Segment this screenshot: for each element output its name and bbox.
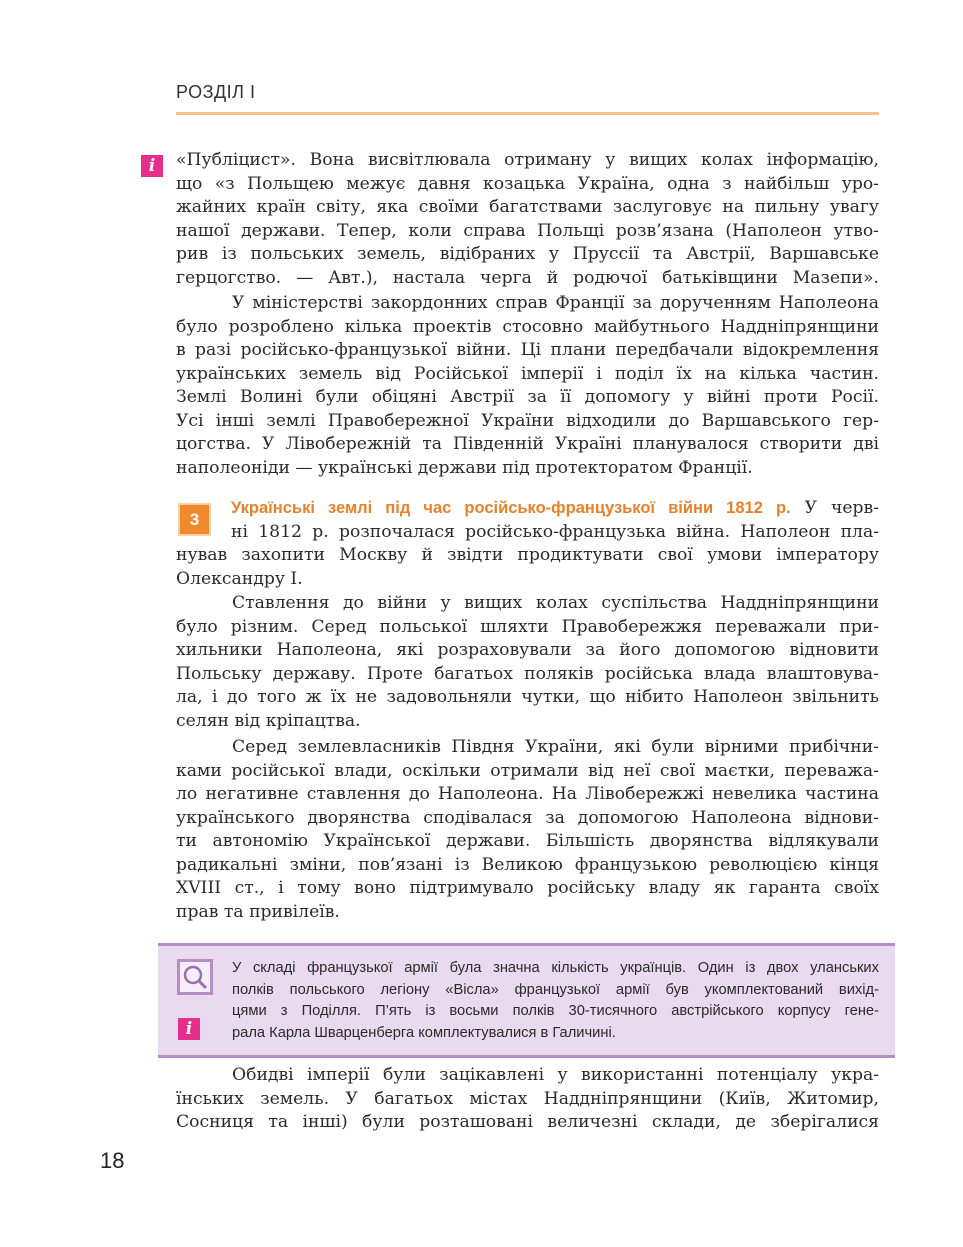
section-3-heading-line (231, 497, 879, 544)
text-line: їнських земель. У багатьох містах Наддніпрянщини (Київ, Житомир, (176, 1088, 879, 1109)
paragraph-1 (176, 149, 879, 290)
text-line: ти автономію Української держави. Більшість дворянства відлякували (176, 831, 879, 851)
section-label: РОЗДІЛ І (176, 82, 256, 102)
page-number: 18 (100, 1148, 125, 1173)
section-number-badge: 3 (180, 505, 209, 534)
text-line: цями з Поділля. П’ять із восьми полків 30-тисячного австрійського корпусу гене- (232, 1003, 879, 1019)
info-icon: i (178, 1018, 200, 1040)
section-title: Українські землі під час російсько-французької війни 1812 р. (231, 499, 791, 517)
page-header (176, 80, 879, 115)
text-line (231, 497, 879, 521)
section-title-tail: У черв- (790, 498, 879, 518)
text-line: було різним. Серед польської шляхти Правобережжя переважали при- (176, 616, 879, 637)
text-line: рала Карла Шварценберга комплектувалися в Галичині. (232, 1024, 616, 1041)
paragraph-2 (176, 292, 879, 480)
text-line: Ставлення до війни у вищих колах суспільства Наддніпрянщини (232, 593, 879, 613)
text-line: нашої держави. Тепер, коли справа Польщі розв’язана (Наполеон утво- (176, 220, 879, 241)
info-box (158, 943, 895, 1058)
text-line: українських земель від Російської імперії і поділ їх на кілька частин. (176, 363, 879, 384)
text-line: прав та привілеїв. (176, 901, 340, 922)
text-line: Сосниця та інші) були розташовані величезні склади, де зберігалися (176, 1112, 879, 1132)
text-line: наполеоніди — українські держави під протекторатом Франції. (176, 457, 753, 478)
text-line: У міністерстві закордонних справ Франції за дорученням Наполеона (232, 293, 879, 313)
paragraph-5 (176, 736, 879, 924)
text-line: Серед землевласників Півдня України, які були вірними прибічни- (232, 737, 879, 757)
info-icon: i (141, 155, 163, 177)
text-line: Усі інші землі Правобережної України відходили до Варшавського гер- (176, 410, 879, 431)
text-line: нував захопити Москву й звідти продиктувати свої умови імператору (176, 545, 879, 565)
text-line: рив із польських земель, відібраних у Пруссії та Австрії, Варшавське (176, 244, 879, 264)
text-line: «Публіцист». Вона висвітлювала отриману у вищих колах інформацію, (176, 150, 879, 170)
text-line: Землі Волині були обіцяні Австрії за її допомогу у війні проти Росії. (176, 387, 879, 407)
text-line: герцогство. — Авт.), настала черга й родючої батьківщини Мазепи». (176, 267, 879, 288)
section-3-body (176, 544, 879, 591)
text-line: ками російської влади, оскільки отримали від неї свої маєтки, переважа- (176, 760, 879, 781)
text-line: хильники Наполеона, які розраховували за його допомогою відновити (176, 640, 879, 660)
text-line: селян від кріпацтва. (176, 710, 361, 731)
text-line: було розроблено кілька проектів стосовно майбутнього Наддніпрянщини (176, 316, 879, 337)
text-line: У складі французької армії була значна кількість українців. Один із двох уланських (232, 960, 879, 976)
paragraph-6 (176, 1064, 879, 1135)
text-line: українського дворянства сподівалася за допомогою Наполеона віднови- (176, 807, 879, 828)
text-line: ні 1812 р. розпочалася російсько-французька війна. Наполеон пла- (231, 521, 879, 542)
text-line: ла, і до того ж їх не задовольняли чутки, що нібито Наполеон звільнить (176, 687, 879, 707)
text-line: ло негативне ставлення до Наполеона. На Лівобережжі невелика частина (176, 784, 879, 804)
text-line: Олександру I. (176, 568, 303, 589)
text-line: що «з Польщею межує давня козацька Україна, одна з найбільш уро- (176, 173, 879, 194)
info-box-text (232, 958, 879, 1044)
magnifier-icon (177, 959, 213, 995)
text-line: полків польського легіону «Вісла» французької армії був укомплектований вихід- (232, 981, 879, 998)
paragraph-4 (176, 592, 879, 733)
text-line: цогства. У Лівобережній та Південній Україні планувалося створити дві (176, 434, 879, 454)
text-line: XVIII ст., і тому воно підтримувало російську владу як гаранта своїх (176, 878, 879, 898)
text-line: радикальні зміни, пов’язані із Великою французькою революцією кінця (176, 854, 879, 875)
text-line: Обидві імперії були зацікавлені у використанні потенціалу укра- (232, 1065, 879, 1085)
text-line: жайних країн світу, яка своїми багатствами заслуговує на пильну увагу (176, 197, 879, 217)
text-line: Польську державу. Проте багатьох поляків російська влада влаштовува- (176, 663, 879, 684)
text-line: в разі російсько-французької війни. Ці плани передбачали відокремлення (176, 340, 879, 360)
